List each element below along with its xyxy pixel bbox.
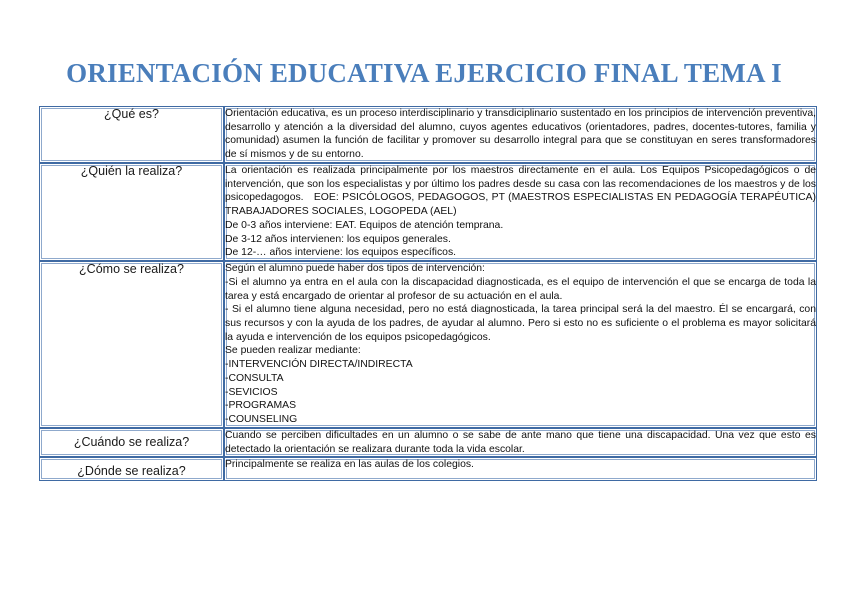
row-label-como-se-realiza: ¿Cómo se realiza? xyxy=(39,261,224,428)
row-content-que-es xyxy=(224,106,817,163)
paragraph: De 12-… años interviene: los equipos específicos. xyxy=(225,247,457,259)
list-item: -INTERVENCIÓN DIRECTA/INDIRECTA xyxy=(225,359,413,371)
paragraph: De 0-3 años interviene: EAT. Equipos de atención temprana. xyxy=(225,219,504,231)
paragraph: - Si el alumno tiene alguna necesidad, pero no está diagnosticada, la tarea principal será la del maestro. Él se encargará, con sus recursos y con la ayuda de los padres, de ayudar al alumno. Pero si esto no es suficiente o el problema es mayor solicitará la ayuda e intervención de los equipos psicopedagógicos. xyxy=(225,304,819,343)
row-label-cuando-se-realiza: ¿Cuándo se realiza? xyxy=(39,428,224,457)
table-row xyxy=(39,261,817,428)
orientacion-table-wrapper xyxy=(38,105,819,482)
list-item: -CONSULTA xyxy=(225,372,284,384)
paragraph: Cuando se perciben dificultades en un alumno o se sabe de ante mano que tiene una discapacidad. Una vez que esto es detectado la orientación se realizara durante toda la vida escolar. xyxy=(225,429,819,455)
paragraph: Principalmente se realiza en las aulas de los colegios. xyxy=(225,459,474,471)
paragraph: De 3-12 años intervienen: los equipos generales. xyxy=(225,233,451,245)
table-row xyxy=(39,106,817,163)
list-item: -COUNSELING xyxy=(225,414,298,426)
paragraph: -Si el alumno ya entra en el aula con la discapacidad diagnosticada, es el equipo de intervención el que se encarga de toda la tarea y está encargado de orientar al profesor de su actuación en el aula. xyxy=(225,276,819,302)
paragraph: Orientación educativa, es un proceso interdisciplinario y transdiciplinario sustentado en los principios de intervención preventiva, desarrollo y atención a la diversidad del alumno, cuyos agentes educativos (orientadores, padres, docentes-tutores, familia y comunidad) asumen la función de facilitar y promover su desarrollo integral para que se constituyan en seres transformadores de sí mismos y de su entorno. xyxy=(225,108,819,161)
list-item: -PROGRAMAS xyxy=(225,400,297,412)
row-label-donde-se-realiza: ¿Dónde se realiza? xyxy=(39,457,224,481)
orientacion-table xyxy=(38,105,818,482)
table-row xyxy=(39,428,817,457)
row-label-que-es: ¿Qué es? xyxy=(39,106,224,163)
list-item: -SEVICIOS xyxy=(225,386,278,398)
paragraph: Según el alumno puede haber dos tipos de intervención: xyxy=(225,263,485,275)
row-content-donde-se-realiza xyxy=(224,457,817,481)
table-row xyxy=(39,163,817,261)
paragraph: Se pueden realizar mediante: xyxy=(225,345,361,357)
row-content-como-se-realiza xyxy=(224,261,817,428)
row-content-quien-la-realiza xyxy=(224,163,817,261)
page-title: ORIENTACIÓN EDUCATIVA EJERCICIO FINAL TEMA I xyxy=(66,58,782,88)
table-row xyxy=(39,457,817,481)
row-content-cuando-se-realiza xyxy=(224,428,817,457)
paragraph: La orientación es realizada principalmente por los maestros directamente en el aula. Los Equipos Psicopedagógicos o de intervención, que son los especialistas y por último los padres desde su casa con las recomendaciones de los maestros y de los psicopedagogos. EOE: PSICÓLOGOS, PEDAGOGOS, PT (MAESTROS ESPECIALISTAS EN PEDAGOGÍA TERAPÉUTICA) TRABAJADORES SOCIALES, LOGOPEDA (AEL) xyxy=(225,164,819,218)
row-label-quien-la-realiza: ¿Quién la realiza? xyxy=(39,163,224,261)
